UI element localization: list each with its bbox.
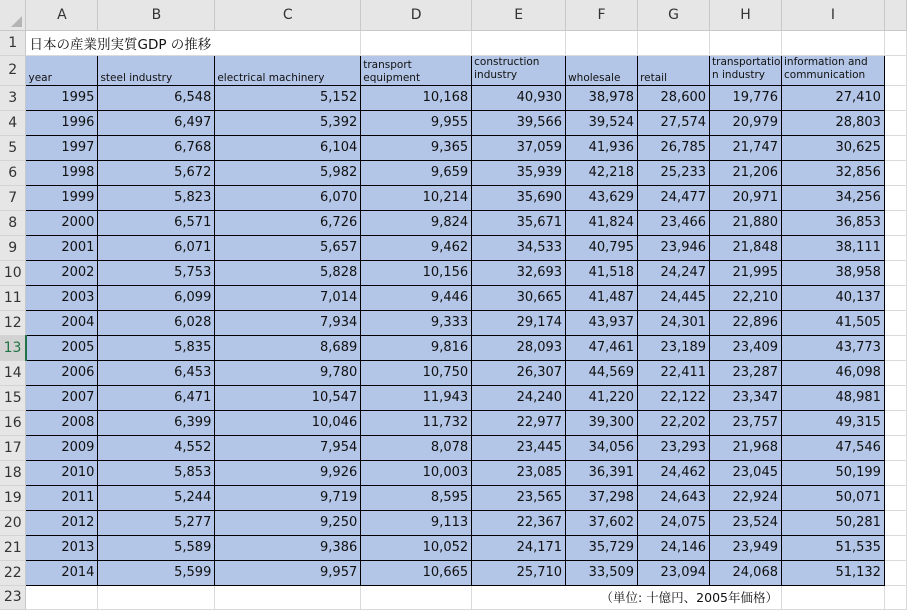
value-cell[interactable]: 27,410 (782, 85, 885, 110)
table-title[interactable]: 日本の産業別実質GDP の推移 (26, 30, 361, 55)
year-cell[interactable]: 2005 (26, 335, 98, 360)
row-header-20[interactable]: 20 (0, 510, 26, 535)
value-cell[interactable]: 26,785 (638, 135, 710, 160)
value-cell[interactable]: 23,524 (710, 510, 782, 535)
value-cell[interactable]: 7,014 (215, 285, 361, 310)
row-header-13[interactable]: 13 (0, 335, 26, 360)
value-cell[interactable]: 34,256 (782, 185, 885, 210)
column-header-g[interactable]: G (638, 0, 710, 30)
value-cell[interactable]: 10,750 (361, 360, 472, 385)
value-cell[interactable]: 23,189 (638, 335, 710, 360)
sheet-row (0, 585, 907, 609)
value-cell[interactable]: 9,113 (361, 510, 472, 535)
value-cell[interactable]: 6,571 (98, 210, 215, 235)
row-header-12[interactable]: 12 (0, 310, 26, 335)
value-cell[interactable]: 9,926 (215, 460, 361, 485)
row-header-6[interactable]: 6 (0, 160, 26, 185)
value-cell[interactable]: 22,924 (710, 485, 782, 510)
value-cell[interactable]: 49,315 (782, 410, 885, 435)
value-cell[interactable]: 43,629 (566, 185, 638, 210)
sheet-row (0, 185, 907, 210)
value-cell[interactable]: 5,152 (215, 85, 361, 110)
value-cell[interactable]: 47,461 (566, 335, 638, 360)
value-cell[interactable]: 27,574 (638, 110, 710, 135)
value-cell[interactable]: 11,732 (361, 410, 472, 435)
sheet-row (0, 30, 907, 55)
value-cell[interactable]: 35,671 (472, 210, 566, 235)
empty-cell[interactable] (884, 485, 906, 510)
value-cell[interactable]: 5,753 (98, 260, 215, 285)
row-header-8[interactable]: 8 (0, 210, 26, 235)
value-cell[interactable]: 10,156 (361, 260, 472, 285)
empty-cell[interactable] (884, 160, 906, 185)
row-header-16[interactable]: 16 (0, 410, 26, 435)
column-header-h[interactable]: H (710, 0, 782, 30)
sheet-row (0, 460, 907, 485)
value-cell[interactable]: 6,453 (98, 360, 215, 385)
value-cell[interactable]: 24,146 (638, 535, 710, 560)
empty-cell[interactable] (884, 210, 906, 235)
value-cell[interactable]: 10,665 (361, 560, 472, 585)
year-cell[interactable]: 2008 (26, 410, 98, 435)
value-cell[interactable]: 10,214 (361, 185, 472, 210)
row-header-18[interactable]: 18 (0, 460, 26, 485)
sheet-row (0, 560, 907, 585)
value-cell[interactable]: 40,795 (566, 235, 638, 260)
empty-cell[interactable] (361, 585, 472, 609)
empty-cell[interactable] (26, 585, 98, 609)
value-cell[interactable]: 24,068 (710, 560, 782, 585)
value-cell[interactable]: 22,202 (638, 410, 710, 435)
empty-cell[interactable] (884, 360, 906, 385)
value-cell[interactable]: 32,856 (782, 160, 885, 185)
column-header-i[interactable]: I (782, 0, 885, 30)
value-cell[interactable]: 41,220 (566, 385, 638, 410)
year-cell[interactable]: 1999 (26, 185, 98, 210)
value-cell[interactable]: 6,548 (98, 85, 215, 110)
value-cell[interactable]: 30,665 (472, 285, 566, 310)
value-cell[interactable]: 25,233 (638, 160, 710, 185)
value-cell[interactable]: 37,298 (566, 485, 638, 510)
sheet-row (0, 410, 907, 435)
row-header-7[interactable]: 7 (0, 185, 26, 210)
value-cell[interactable]: 24,477 (638, 185, 710, 210)
empty-cell[interactable] (98, 585, 215, 609)
year-cell[interactable]: 1998 (26, 160, 98, 185)
empty-cell[interactable] (884, 285, 906, 310)
year-cell[interactable]: 2006 (26, 360, 98, 385)
empty-cell[interactable] (884, 260, 906, 285)
value-cell[interactable]: 24,445 (638, 285, 710, 310)
value-cell[interactable]: 21,747 (710, 135, 782, 160)
row-header-23[interactable]: 23 (0, 585, 26, 609)
value-cell[interactable]: 5,657 (215, 235, 361, 260)
value-cell[interactable]: 51,132 (782, 560, 885, 585)
value-cell[interactable]: 9,365 (361, 135, 472, 160)
column-title[interactable]: construction industry (472, 55, 566, 85)
year-cell[interactable]: 1997 (26, 135, 98, 160)
value-cell[interactable]: 28,803 (782, 110, 885, 135)
value-cell[interactable]: 9,446 (361, 285, 472, 310)
year-cell[interactable]: 2013 (26, 535, 98, 560)
value-cell[interactable]: 23,287 (710, 360, 782, 385)
value-cell[interactable]: 23,565 (472, 485, 566, 510)
value-cell[interactable]: 41,936 (566, 135, 638, 160)
empty-cell[interactable] (884, 85, 906, 110)
value-cell[interactable]: 34,533 (472, 235, 566, 260)
value-cell[interactable]: 28,093 (472, 335, 566, 360)
value-cell[interactable]: 10,052 (361, 535, 472, 560)
sheet-row (0, 510, 907, 535)
value-cell[interactable]: 5,853 (98, 460, 215, 485)
sheet-row (0, 235, 907, 260)
value-cell[interactable]: 5,672 (98, 160, 215, 185)
value-cell[interactable]: 33,509 (566, 560, 638, 585)
column-header-b[interactable]: B (98, 0, 215, 30)
value-cell[interactable]: 34,056 (566, 435, 638, 460)
value-cell[interactable]: 50,071 (782, 485, 885, 510)
sheet-row (0, 335, 907, 360)
value-cell[interactable]: 9,250 (215, 510, 361, 535)
year-cell[interactable]: 2011 (26, 485, 98, 510)
value-cell[interactable]: 5,589 (98, 535, 215, 560)
value-cell[interactable]: 41,505 (782, 310, 885, 335)
empty-cell[interactable] (884, 560, 906, 585)
value-cell[interactable]: 47,546 (782, 435, 885, 460)
value-cell[interactable]: 23,409 (710, 335, 782, 360)
value-cell[interactable]: 35,690 (472, 185, 566, 210)
year-cell[interactable]: 2004 (26, 310, 98, 335)
value-cell[interactable]: 21,880 (710, 210, 782, 235)
value-cell[interactable]: 9,659 (361, 160, 472, 185)
sheet-row (0, 55, 907, 85)
row-header-17[interactable]: 17 (0, 435, 26, 460)
empty-cell[interactable] (884, 385, 906, 410)
value-cell[interactable]: 10,046 (215, 410, 361, 435)
sheet-row (0, 110, 907, 135)
value-cell[interactable]: 23,085 (472, 460, 566, 485)
year-cell[interactable]: 2002 (26, 260, 98, 285)
row-header-11[interactable]: 11 (0, 285, 26, 310)
sheet-row (0, 485, 907, 510)
value-cell[interactable]: 19,776 (710, 85, 782, 110)
empty-cell[interactable] (884, 55, 906, 85)
value-cell[interactable]: 5,392 (215, 110, 361, 135)
value-cell[interactable]: 22,977 (472, 410, 566, 435)
value-cell[interactable]: 46,098 (782, 360, 885, 385)
value-cell[interactable]: 28,600 (638, 85, 710, 110)
value-cell[interactable]: 23,466 (638, 210, 710, 235)
sheet-row (0, 310, 907, 335)
value-cell[interactable]: 21,206 (710, 160, 782, 185)
value-cell[interactable]: 23,094 (638, 560, 710, 585)
value-cell[interactable]: 23,949 (710, 535, 782, 560)
empty-cell[interactable] (472, 30, 566, 55)
value-cell[interactable]: 50,281 (782, 510, 885, 535)
value-cell[interactable]: 39,300 (566, 410, 638, 435)
column-title[interactable]: year (26, 55, 98, 85)
value-cell[interactable]: 35,939 (472, 160, 566, 185)
value-cell[interactable]: 29,174 (472, 310, 566, 335)
empty-cell[interactable] (361, 30, 472, 55)
sheet-row (0, 360, 907, 385)
sheet-row (0, 210, 907, 235)
value-cell[interactable]: 37,602 (566, 510, 638, 535)
value-cell[interactable]: 24,075 (638, 510, 710, 535)
value-cell[interactable]: 24,301 (638, 310, 710, 335)
value-cell[interactable]: 44,569 (566, 360, 638, 385)
value-cell[interactable]: 9,816 (361, 335, 472, 360)
value-cell[interactable]: 41,487 (566, 285, 638, 310)
value-cell[interactable]: 38,978 (566, 85, 638, 110)
value-cell[interactable]: 9,386 (215, 535, 361, 560)
value-cell[interactable]: 5,599 (98, 560, 215, 585)
value-cell[interactable]: 43,937 (566, 310, 638, 335)
value-cell[interactable]: 9,462 (361, 235, 472, 260)
sheet-row (0, 535, 907, 560)
year-cell[interactable]: 2001 (26, 235, 98, 260)
select-all-icon (11, 16, 22, 27)
row-header-10[interactable]: 10 (0, 260, 26, 285)
row-header-15[interactable]: 15 (0, 385, 26, 410)
value-cell[interactable]: 5,823 (98, 185, 215, 210)
value-cell[interactable]: 41,824 (566, 210, 638, 235)
empty-cell[interactable] (884, 435, 906, 460)
year-cell[interactable]: 2000 (26, 210, 98, 235)
value-cell[interactable]: 9,719 (215, 485, 361, 510)
row-header-1[interactable]: 1 (0, 30, 26, 55)
value-cell[interactable]: 20,979 (710, 110, 782, 135)
value-cell[interactable]: 36,853 (782, 210, 885, 235)
value-cell[interactable]: 42,218 (566, 160, 638, 185)
sheet-row (0, 260, 907, 285)
value-cell[interactable]: 22,411 (638, 360, 710, 385)
column-header-d[interactable]: D (361, 0, 472, 30)
column-title[interactable]: transport equipment (361, 55, 472, 85)
column-title[interactable]: wholesale (566, 55, 638, 85)
value-cell[interactable]: 9,955 (361, 110, 472, 135)
value-cell[interactable]: 40,137 (782, 285, 885, 310)
value-cell[interactable]: 6,099 (98, 285, 215, 310)
column-header-j[interactable] (884, 0, 906, 30)
value-cell[interactable]: 5,982 (215, 160, 361, 185)
empty-cell[interactable] (884, 30, 906, 55)
value-cell[interactable]: 25,710 (472, 560, 566, 585)
value-cell[interactable]: 6,726 (215, 210, 361, 235)
sheet-row (0, 85, 907, 110)
value-cell[interactable]: 5,835 (98, 335, 215, 360)
column-title[interactable]: steel industry (98, 55, 215, 85)
value-cell[interactable]: 5,277 (98, 510, 215, 535)
empty-cell[interactable] (884, 235, 906, 260)
unit-note[interactable]: （単位: 十億円、2005年価格） (472, 585, 782, 609)
value-cell[interactable]: 6,070 (215, 185, 361, 210)
value-cell[interactable]: 22,122 (638, 385, 710, 410)
row-header-14[interactable]: 14 (0, 360, 26, 385)
row-header-19[interactable]: 19 (0, 485, 26, 510)
value-cell[interactable]: 50,199 (782, 460, 885, 485)
column-title[interactable]: electrical machinery (215, 55, 361, 85)
value-cell[interactable]: 23,445 (472, 435, 566, 460)
value-cell[interactable]: 9,333 (361, 310, 472, 335)
sheet-row (0, 385, 907, 410)
value-cell[interactable]: 22,210 (710, 285, 782, 310)
empty-cell[interactable] (215, 585, 361, 609)
year-cell[interactable]: 2007 (26, 385, 98, 410)
column-header-e[interactable]: E (472, 0, 566, 30)
column-title[interactable]: information and communication (782, 55, 885, 85)
value-cell[interactable]: 5,828 (215, 260, 361, 285)
value-cell[interactable]: 4,552 (98, 435, 215, 460)
select-all-button[interactable] (0, 0, 26, 30)
year-cell[interactable]: 2010 (26, 460, 98, 485)
value-cell[interactable]: 6,104 (215, 135, 361, 160)
value-cell[interactable]: 9,957 (215, 560, 361, 585)
row-header-2[interactable]: 2 (0, 55, 26, 85)
sheet-row (0, 435, 907, 460)
value-cell[interactable]: 38,958 (782, 260, 885, 285)
value-cell[interactable]: 21,995 (710, 260, 782, 285)
value-cell[interactable]: 24,643 (638, 485, 710, 510)
value-cell[interactable]: 10,547 (215, 385, 361, 410)
value-cell[interactable]: 35,729 (566, 535, 638, 560)
column-header-row (0, 0, 907, 30)
value-cell[interactable]: 6,497 (98, 110, 215, 135)
empty-cell[interactable] (566, 30, 638, 55)
value-cell[interactable]: 7,954 (215, 435, 361, 460)
value-cell[interactable]: 38,111 (782, 235, 885, 260)
value-cell[interactable]: 22,896 (710, 310, 782, 335)
value-cell[interactable]: 24,240 (472, 385, 566, 410)
year-cell[interactable]: 2014 (26, 560, 98, 585)
empty-cell[interactable] (638, 30, 710, 55)
value-cell[interactable]: 5,244 (98, 485, 215, 510)
value-cell[interactable]: 20,971 (710, 185, 782, 210)
year-cell[interactable]: 1995 (26, 85, 98, 110)
value-cell[interactable]: 10,168 (361, 85, 472, 110)
year-cell[interactable]: 2009 (26, 435, 98, 460)
empty-cell[interactable] (782, 585, 885, 609)
empty-cell[interactable] (884, 135, 906, 160)
empty-cell[interactable] (884, 185, 906, 210)
value-cell[interactable]: 24,247 (638, 260, 710, 285)
value-cell[interactable]: 41,518 (566, 260, 638, 285)
value-cell[interactable]: 11,943 (361, 385, 472, 410)
empty-cell[interactable] (884, 310, 906, 335)
value-cell[interactable]: 9,780 (215, 360, 361, 385)
value-cell[interactable]: 6,399 (98, 410, 215, 435)
row-header-4[interactable]: 4 (0, 110, 26, 135)
value-cell[interactable]: 8,078 (361, 435, 472, 460)
value-cell[interactable]: 10,003 (361, 460, 472, 485)
value-cell[interactable]: 36,391 (566, 460, 638, 485)
column-header-f[interactable]: F (566, 0, 638, 30)
year-cell[interactable]: 1996 (26, 110, 98, 135)
value-cell[interactable]: 24,171 (472, 535, 566, 560)
value-cell[interactable]: 21,968 (710, 435, 782, 460)
value-cell[interactable]: 6,071 (98, 235, 215, 260)
value-cell[interactable]: 43,773 (782, 335, 885, 360)
empty-cell[interactable] (884, 460, 906, 485)
year-cell[interactable]: 2003 (26, 285, 98, 310)
value-cell[interactable]: 21,848 (710, 235, 782, 260)
sheet-row (0, 135, 907, 160)
value-cell[interactable]: 23,946 (638, 235, 710, 260)
empty-cell[interactable] (884, 410, 906, 435)
column-title[interactable]: retail (638, 55, 710, 85)
empty-cell[interactable] (884, 585, 906, 609)
value-cell[interactable]: 26,307 (472, 360, 566, 385)
value-cell[interactable]: 9,824 (361, 210, 472, 235)
row-header-22[interactable]: 22 (0, 560, 26, 585)
value-cell[interactable]: 8,689 (215, 335, 361, 360)
value-cell[interactable]: 23,045 (710, 460, 782, 485)
value-cell[interactable]: 51,535 (782, 535, 885, 560)
empty-cell[interactable] (884, 110, 906, 135)
value-cell[interactable]: 24,462 (638, 460, 710, 485)
column-header-c[interactable]: C (215, 0, 361, 30)
value-cell[interactable]: 37,059 (472, 135, 566, 160)
row-header-21[interactable]: 21 (0, 535, 26, 560)
column-title[interactable]: transportatio n industry (710, 55, 782, 85)
value-cell[interactable]: 23,293 (638, 435, 710, 460)
value-cell[interactable]: 6,028 (98, 310, 215, 335)
sheet-row (0, 285, 907, 310)
value-cell[interactable]: 8,595 (361, 485, 472, 510)
empty-cell[interactable] (884, 335, 906, 360)
empty-cell[interactable] (884, 510, 906, 535)
value-cell[interactable]: 30,625 (782, 135, 885, 160)
row-header-3[interactable]: 3 (0, 85, 26, 110)
value-cell[interactable]: 39,524 (566, 110, 638, 135)
value-cell[interactable]: 32,693 (472, 260, 566, 285)
value-cell[interactable]: 6,471 (98, 385, 215, 410)
value-cell[interactable]: 7,934 (215, 310, 361, 335)
value-cell[interactable]: 40,930 (472, 85, 566, 110)
empty-cell[interactable] (884, 535, 906, 560)
value-cell[interactable]: 6,768 (98, 135, 215, 160)
value-cell[interactable]: 23,347 (710, 385, 782, 410)
column-header-a[interactable]: A (26, 0, 98, 30)
row-header-9[interactable]: 9 (0, 235, 26, 260)
empty-cell[interactable] (710, 30, 782, 55)
year-cell[interactable]: 2012 (26, 510, 98, 535)
sheet-row (0, 160, 907, 185)
empty-cell[interactable] (782, 30, 885, 55)
value-cell[interactable]: 23,757 (710, 410, 782, 435)
value-cell[interactable]: 39,566 (472, 110, 566, 135)
value-cell[interactable]: 22,367 (472, 510, 566, 535)
row-header-5[interactable]: 5 (0, 135, 26, 160)
value-cell[interactable]: 48,981 (782, 385, 885, 410)
